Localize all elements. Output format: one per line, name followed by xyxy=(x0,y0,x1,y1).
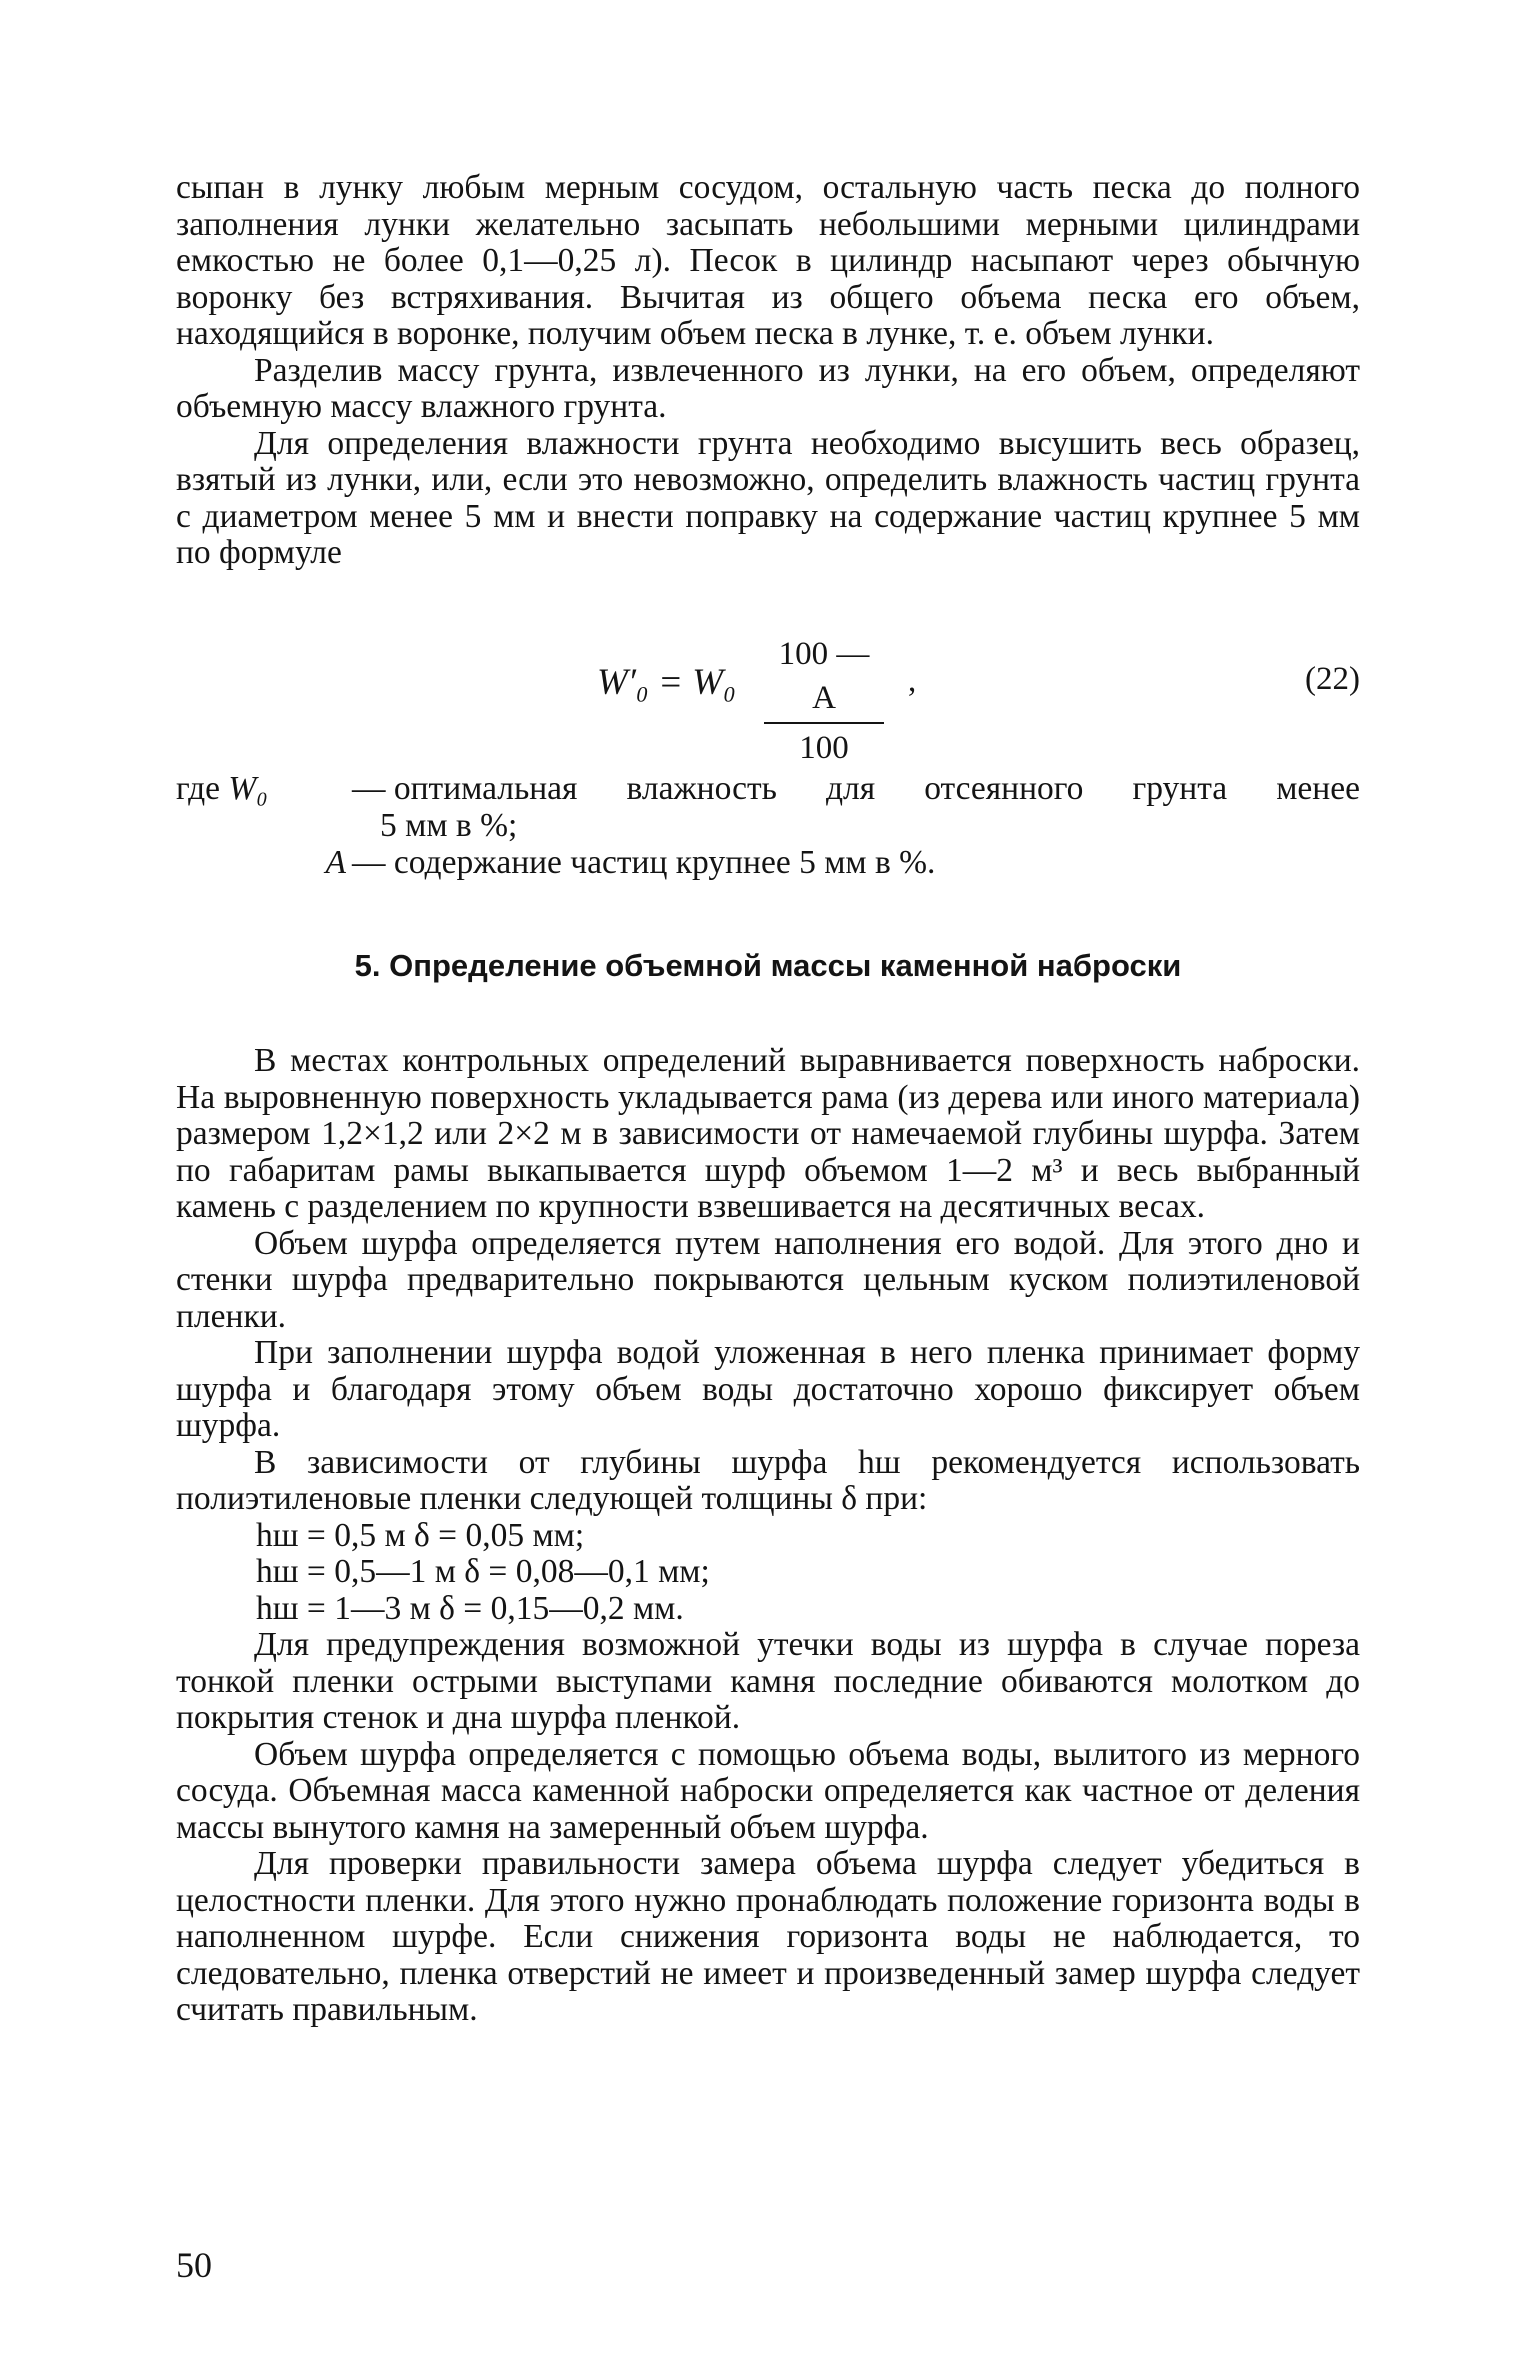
list-item: hш = 1—3 м δ = 0,15—0,2 мм. xyxy=(256,1589,684,1627)
def-word: для xyxy=(826,770,876,807)
def-word: менее xyxy=(1276,770,1360,807)
formula-definitions xyxy=(176,770,1360,881)
def-word: грунта xyxy=(1132,770,1228,807)
paragraph-moisture: Для определения влажности грунта необходимо высушить весь образец, взятый из лунки, или, если это невозможно, определить влажность частиц грунта с диаметром менее 5 мм и внести поправку на содержание частиц крупнее 5 мм по формуле xyxy=(176,424,1360,571)
formula-22 xyxy=(176,632,1360,766)
w0-symbol: W₀ xyxy=(228,770,268,807)
page-number: 50 xyxy=(176,2245,212,2285)
formula-numerator: 100 — A xyxy=(778,636,870,716)
a-symbol: A xyxy=(325,844,346,881)
section-body xyxy=(176,1043,1360,2029)
definition-a xyxy=(176,844,1360,881)
formula-denominator: 100 xyxy=(799,730,849,766)
thickness-list xyxy=(176,1518,1360,1628)
fraction-bar xyxy=(764,722,884,724)
paragraph-measure: Объем шурфа определяется с помощью объема воды, вылитого из мерного сосуда. Объемная масса каменной наброски определяется как частное от деления массы вынутого камня на замеренный объем шурфа. xyxy=(176,1735,1360,1846)
paragraph-film: При заполнении шурфа водой уложенная в него пленка принимает форму шурфа и благодаря этому объем воды достаточно хорошо фиксирует объем шурфа. xyxy=(176,1334,1360,1444)
paragraph-leak: Для предупреждения возможной утечки воды из шурфа в случае пореза тонкой пленки острыми выступами камня последние обиваются молотком до покрытия стенок и дна шурфа пленкой. xyxy=(176,1626,1360,1736)
def-word: — оптимальная xyxy=(352,770,578,807)
formula-number: (22) xyxy=(1305,661,1360,697)
formula-comma: , xyxy=(908,663,917,699)
where-label: где xyxy=(176,770,220,807)
def-word: отсеянного xyxy=(924,770,1084,807)
list-item: hш = 0,5—1 м δ = 0,08—0,1 мм; xyxy=(256,1553,710,1590)
section-heading: 5. Определение объемной массы каменной наброски xyxy=(354,948,1182,983)
paragraph-bulk-density: Разделив массу грунта, извлеченного из лунки, на его объем, определяют объемную массу влажного грунта. xyxy=(176,351,1360,425)
paragraph-frame: В местах контрольных определений выравнивается поверхность наброски. На выровненную поверхность укладывается рама (из дерева или иного материала) размером 1,2×1,2 или 2×2 м в зависимости от намечаемой глубины шурфа. Затем по габаритам рамы выкапывается шурф объемом 1—2 м³ и весь выбранный камень с разделением по крупности взвешивается на десятичных весах. xyxy=(176,1042,1360,1225)
formula-fraction xyxy=(764,632,884,770)
paragraph-check: Для проверки правильности замера объема шурфа следует убедиться в целостности пленки. Для этого нужно пронаблюдать положение горизонта воды в наполненном шурфе. Если снижения горизонта воды не наблюдается, то следовательно, пленка отверстий не имеет и произведенный замер шурфа следует считать правильным. xyxy=(176,1845,1360,2028)
paragraph-thickness: В зависимости от глубины шурфа hш рекомендуется использовать полиэтиленовые пленки следующей толщины δ при: xyxy=(176,1443,1360,1517)
list-item: hш = 0,5 м δ = 0,05 мм; xyxy=(256,1516,585,1554)
formula-lhs: W′₀ = W₀ xyxy=(597,662,736,703)
definition-w0 xyxy=(176,770,1360,844)
def-continuation: 5 мм в %; xyxy=(380,807,518,844)
paragraph-volume: Объем шурфа определяется путем наполнения его водой. Для этого дно и стенки шурфа предварительно покрываются цельным куском полиэтиленовой пленки. xyxy=(176,1224,1360,1335)
def-word: влажность xyxy=(626,770,777,807)
a-definition-text: — содержание частиц крупнее 5 мм в %. xyxy=(352,844,936,881)
paragraph-continued: сыпан в лунку любым мерным сосудом, остальную часть песка до полного заполнения лунки желательно засыпать небольшими мерными цилиндрами емкостью не более 0,1—0,25 л). Песок в цилиндр насыпают через обычную воронку без встряхивания. Вычитая из общего объема песка его объем, находящийся в воронке, получим объем песка в лунке, т. е. объем лунки. xyxy=(176,169,1360,352)
